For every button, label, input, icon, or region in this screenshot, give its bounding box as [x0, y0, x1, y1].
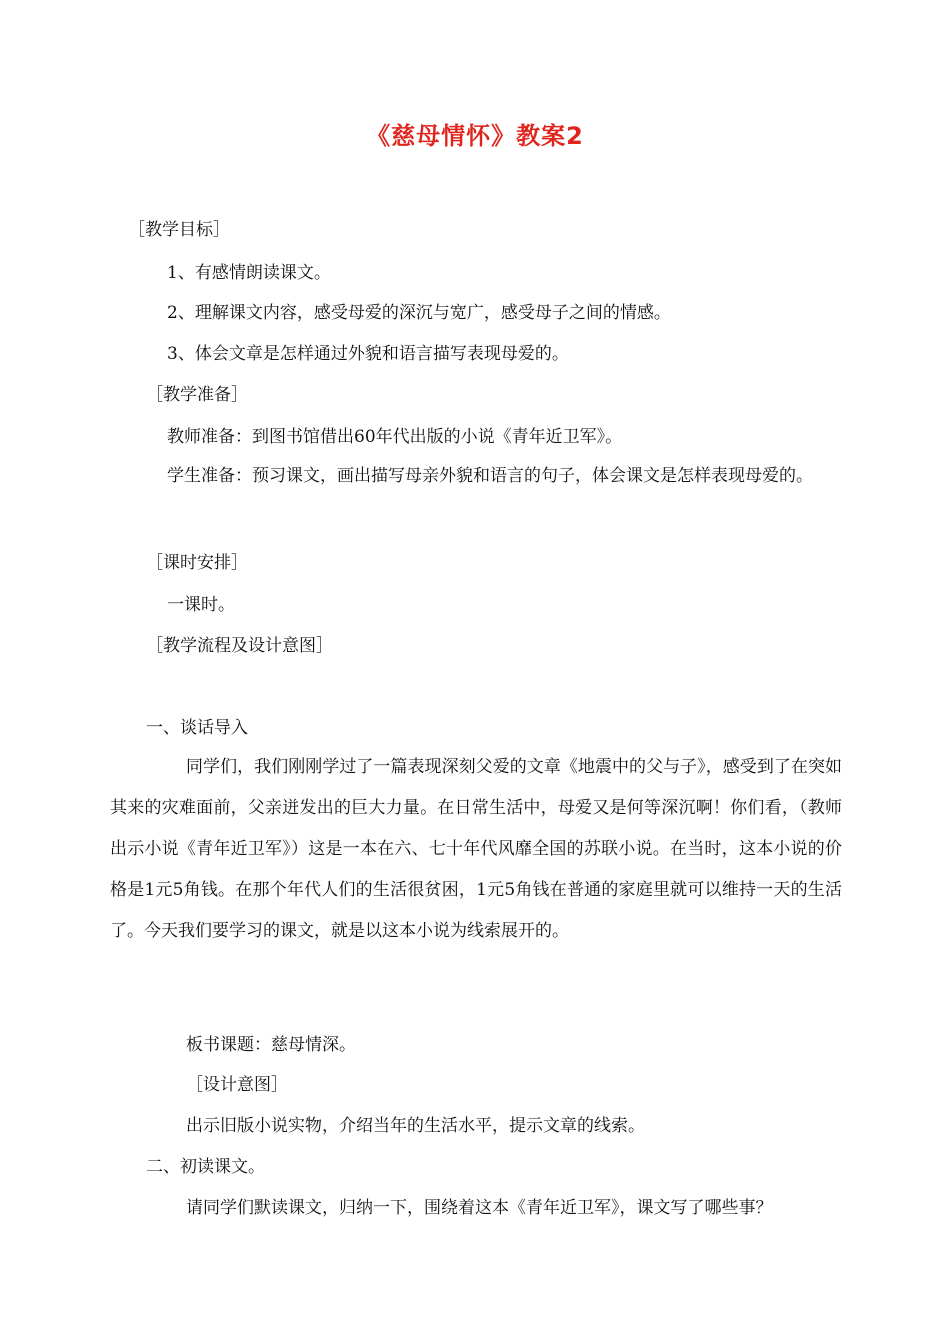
student-prep: 学生准备：预习课文，画出描写母亲外貌和语言的句子，体会课文是怎样表现母爱的。 [167, 466, 813, 486]
board-title: 板书课题：慈母情深。 [186, 1035, 356, 1055]
schedule-heading: ［课时安排］ [146, 553, 248, 573]
document-title: 《慈母情怀》教案2 [366, 122, 584, 150]
teacher-prep: 教师准备：到图书馆借出60年代出版的小说《青年近卫军》。 [167, 427, 623, 447]
goals-heading: ［教学目标］ [128, 220, 230, 240]
section1-paragraph: 同学们，我们刚刚学过了一篇表现深刻父爱的文章《地震中的父与子》，感受到了在突如其来的灾难面前，父亲迸发出的巨大力量。在日常生活中，母爱又是何等深沉啊！你们看，（教师出示小说《青年近卫军》）这是一本在六、七十年代风靡全国的苏联小说。在当时，这本小说的价格是1元5角钱。在那个年代人们的生活很贫困，1元5角钱在普通的家庭里就可以维持一天的生活了。今天我们要学习的课文，就是以这本小说为线索展开的。 [110, 757, 842, 941]
goal-item: 3、体会文章是怎样通过外貌和语言描写表现母爱的。 [167, 344, 569, 364]
goal-item: 1、有感情朗读课文。 [167, 263, 331, 283]
design-text: 出示旧版小说实物，介绍当年的生活水平，提示文章的线索。 [186, 1116, 645, 1136]
flow-heading: ［教学流程及设计意图］ [146, 636, 333, 656]
section2-text: 请同学们默读课文，归纳一下，围绕着这本《青年近卫军》，课文写了哪些事？ [186, 1198, 773, 1218]
schedule-text: 一课时。 [167, 595, 235, 615]
goal-item: 2、理解课文内容，感受母爱的深沉与宽广，感受母子之间的情感。 [167, 303, 671, 323]
section1-heading: 一、谈话导入 [146, 718, 248, 738]
prep-heading: ［教学准备］ [146, 385, 248, 405]
section2-heading: 二、初读课文。 [146, 1157, 265, 1177]
design-heading: ［设计意图］ [186, 1075, 288, 1095]
